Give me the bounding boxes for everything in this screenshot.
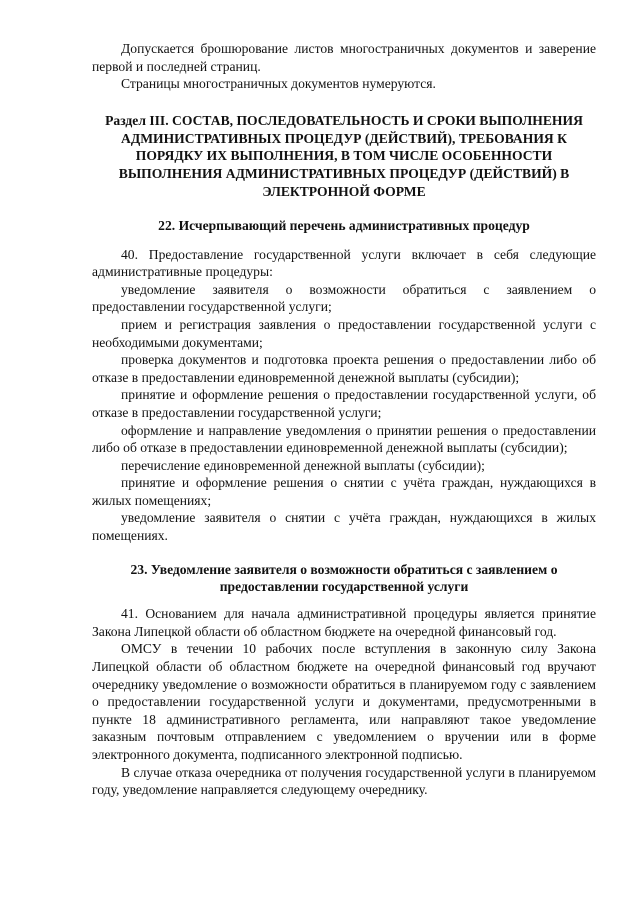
list-item-registration: прием и регистрация заявления о предоставлении государственной услуги с необходимыми документами; <box>92 316 596 350</box>
paragraph-40: 40. Предоставление государственной услуги включает в себя следующие административные процедуры: <box>92 246 596 280</box>
intro-paragraph-1: Допускается брошюрование листов многостраничных документов и заверение первой и последней страниц. <box>92 41 596 74</box>
paragraph-omsu: ОМСУ в течении 10 рабочих после вступления в законную силу Закона Липецкой области об областном бюджете на очередной финансовый год вручают очереднику уведомление о возможности обратиться в планируемом году с заявлением о предоставлении государственной услуги и документами, предусмотренными в пункте 18 административного регламента, или направляют такое уведомление заказным почтовым отправлением с уведомлением о вручении или в форме электронного документа, подписанного электронной подписью. <box>92 641 596 762</box>
list-item-deregistration-notice: уведомление заявителя о снятии с учёта граждан, нуждающихся в жилых помещениях. <box>92 510 596 544</box>
list-item-deregistration-decision: принятие и оформление решения о снятии с учёта граждан, нуждающихся в жилых помещениях; <box>92 475 596 508</box>
list-item-decision-notice: оформление и направление уведомления о принятии решения о предоставлении либо об отказе в предоставлении единовременной денежной выплаты (субсидии); <box>92 422 596 456</box>
paragraph-refusal: В случае отказа очередника от получения государственной услуги в планируемом году, уведомление направляется следующему очереднику. <box>92 764 596 798</box>
intro-paragraph-2: Страницы многостраничных документов нумеруются. <box>121 76 436 92</box>
list-item-document-check: проверка документов и подготовка проекта решения о предоставлении либо об отказе в предоставлении единовременной денежной выплаты (субсидии); <box>92 352 596 385</box>
subsection-23-title: 23. Уведомление заявителя о возможности обратиться с заявлением о предоставлении государственной услуги <box>130 561 558 595</box>
section-3-title: Раздел III. СОСТАВ, ПОСЛЕДОВАТЕЛЬНОСТЬ И СРОКИ ВЫПОЛНЕНИЯ АДМИНИСТРАТИВНЫХ ПРОЦЕДУР (ДЕЙСТВИЙ), ТРЕБОВАНИЯ К ПОРЯДКУ ИХ ВЫПОЛНЕНИЯ, В ТОМ ЧИСЛЕ ОСОБЕННОСТИ ВЫПОЛНЕНИЯ АДМИНИСТРАТИВНЫХ ПРОЦЕДУР (ДЕЙСТВИЙ) В ЭЛЕКТРОННОЙ ФОРМЕ <box>105 112 583 199</box>
paragraph-41: 41. Основанием для начала административной процедуры является принятие Закона Липецкой области об областном бюджете на очередной финансовый год. <box>92 606 596 639</box>
list-item-payment: перечисление единовременной денежной выплаты (субсидии); <box>121 457 485 473</box>
list-item-decision: принятие и оформление решения о предоставлении государственной услуги, об отказе в предоставлении государственной услуги; <box>92 387 596 420</box>
subsection-22-title: 22. Исчерпывающий перечень административных процедур <box>158 217 530 233</box>
list-item-notification: уведомление заявителя о возможности обратиться с заявлением о предоставлении государственной услуги; <box>92 281 596 315</box>
